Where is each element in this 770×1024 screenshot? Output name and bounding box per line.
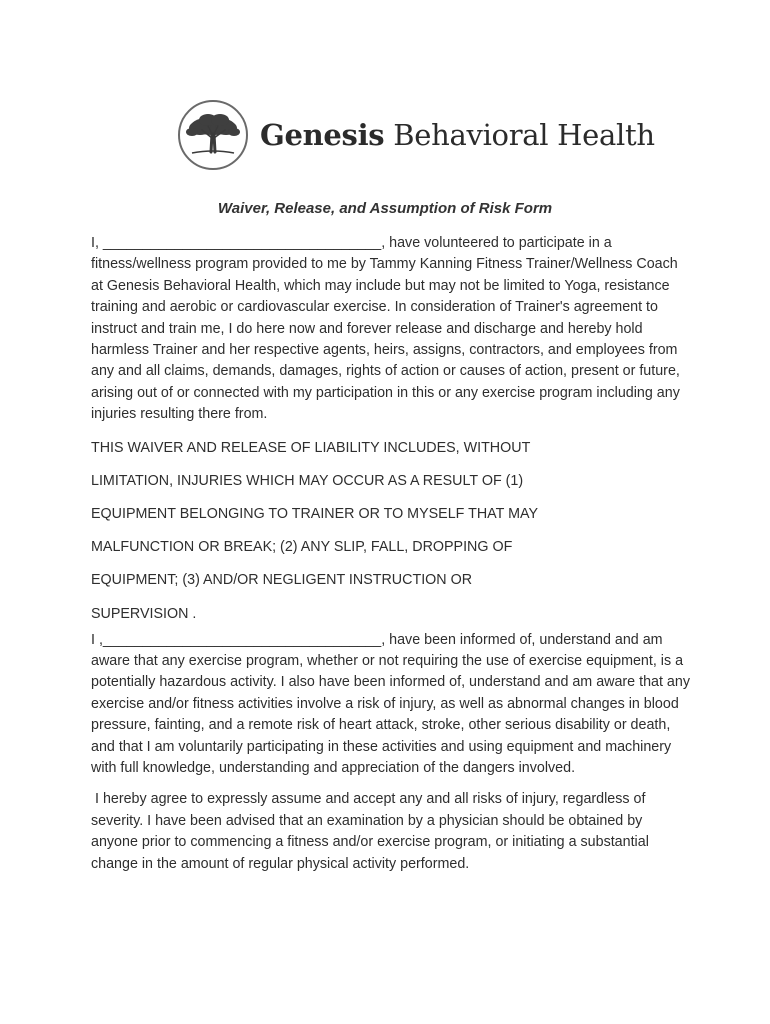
oak-tree-icon (178, 100, 248, 170)
paragraph-volunteer-release: I, ___________________________________, have volunteered to participate in a fitness/wellness program provided to me by Tammy Kanning Fitness Trainer/Wellness Coach at Genesis Behavioral Health, which may include but may not be limited to Yoga, resistance training and aerobic or cardiovascular exercise. In consideration of Trainer's agreement to instruct and train me, I do here now and forever release and discharge and hereby hold harmless Trainer and her respective agents, heirs, assigns, contractors, and employees from any and all claims, demands, damages, rights of action or causes of action, present or future, arising out of or connected with my participation in this or any exercise program including any injuries resulting there from. (91, 235, 680, 423)
letterhead (178, 98, 655, 172)
form-title: Waiver, Release, and Assumption of Risk Form (217, 200, 553, 217)
form-body (91, 233, 691, 875)
caps-line: EQUIPMENT BELONGING TO TRAINER OR TO MYSELF THAT MAY (91, 506, 539, 523)
caps-line: LIMITATION, INJURIES WHICH MAY OCCUR AS A RESULT OF (1) (91, 472, 524, 489)
brand-name-rest: Behavioral Health (384, 118, 655, 152)
paragraph-informed-risk: I ,___________________________________, have been informed of, understand and am aware that any exercise program, whether or not requiring the use of exercise equipment, is a potentially hazardous activity. I also have been informed of, understand and am aware that any exercise and/or fitness activities involve a risk of injury, as well as abnormal changes in blood pressure, fainting, and a remote risk of heart attack, stroke, other serious disability or death, and that I am voluntarily participating in these activities and using equipment and machinery with full knowledge, understanding and appreciation of the dangers involved. (91, 631, 690, 777)
paragraph-assume-risk: I hereby agree to expressly assume and accept any and all risks of injury, regardless of severity. I have been advised that an examination by a physician should be obtained by anyone prior to commencing a fitness and/or exercise program, or initiating a substantial change in the amount of regular physical activity performed. (91, 791, 649, 872)
liability-caps-section (91, 438, 691, 630)
brand-name-bold: Genesis (260, 118, 385, 152)
caps-line: EQUIPMENT; (3) AND/OR NEGLIGENT INSTRUCTION OR (91, 572, 473, 589)
caps-line: MALFUNCTION OR BREAK; (2) ANY SLIP, FALL, DROPPING OF (91, 539, 513, 556)
organization-name (260, 118, 655, 152)
caps-line: THIS WAIVER AND RELEASE OF LIABILITY INCLUDES, WITHOUT (91, 439, 531, 456)
caps-line: SUPERVISION . (91, 605, 197, 622)
